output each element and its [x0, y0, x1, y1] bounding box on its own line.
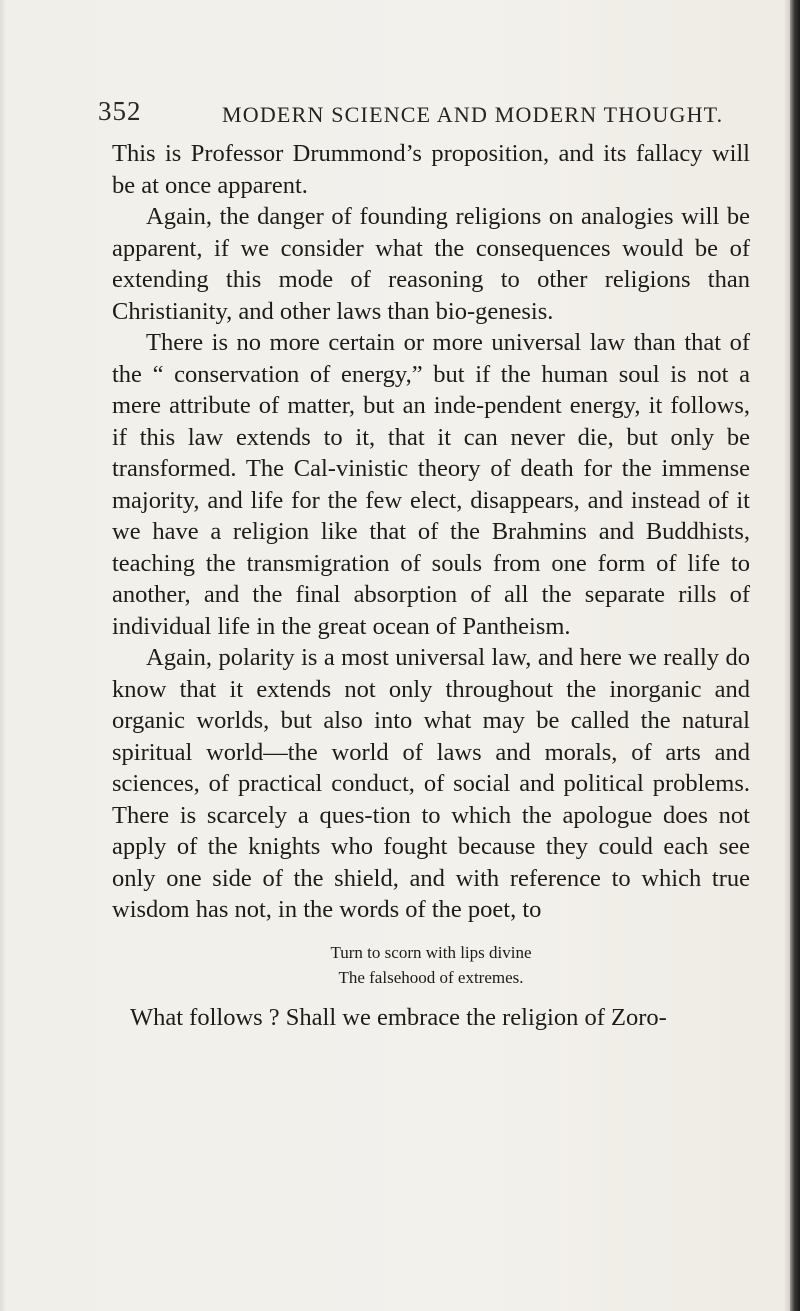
paragraph-4: Again, polarity is a most universal law, and here we really do know that it extends not only throughout the inorganic and organic worlds, but also into what may be called the natural spiritual world—the world of laws and morals, of arts and sciences, of practical conduct, of social and political problems. There is scarcely a ques-tion to which the apologue does not apply of the knights who fought because they could each see only one side of the shield, and with reference to which true wisdom has not, in the words of the poet, to [112, 644, 750, 923]
binding-edge [790, 0, 800, 1311]
running-title: MODERN SCIENCE AND MODERN THOUGHT. [222, 102, 724, 127]
running-head [98, 96, 738, 136]
closing-paragraph: What follows ? Shall we embrace the religion of Zoro- [130, 1003, 667, 1031]
page-number: 352 [98, 96, 142, 126]
page-gutter-shadow [0, 0, 6, 1311]
paragraph-1: This is Professor Drummond’s proposition, and its fallacy will be at once apparent. [112, 140, 750, 199]
paragraph-2: Again, the danger of founding religions on analogies will be apparent, if we consider what the consequences would be of extending this mode of reasoning to other religions than Christianity, and other laws than bio-genesis. [112, 203, 750, 325]
body-text [112, 138, 750, 1033]
verse-line-2: The falsehood of extremes. [338, 967, 524, 987]
verse-line-1: Turn to scorn with lips divine [330, 942, 532, 962]
paragraph-3: There is no more certain or more universal law than that of the “ conservation of energy,” but if the human soul is not a mere attribute of matter, but an inde-pendent energy, it follows, if this law extends to it, that it can never die, but only be transformed. The Cal-vinistic theory of death for the immense majority, and life for the few elect, disappears, and instead of it we have a religion like that of the Brahmins and Buddhists, teaching the transmigration of souls from one form of life to another, and the final absorption of all the separate rills of individual life in the great ocean of Pantheism. [112, 329, 750, 640]
verse-quotation [112, 940, 750, 990]
